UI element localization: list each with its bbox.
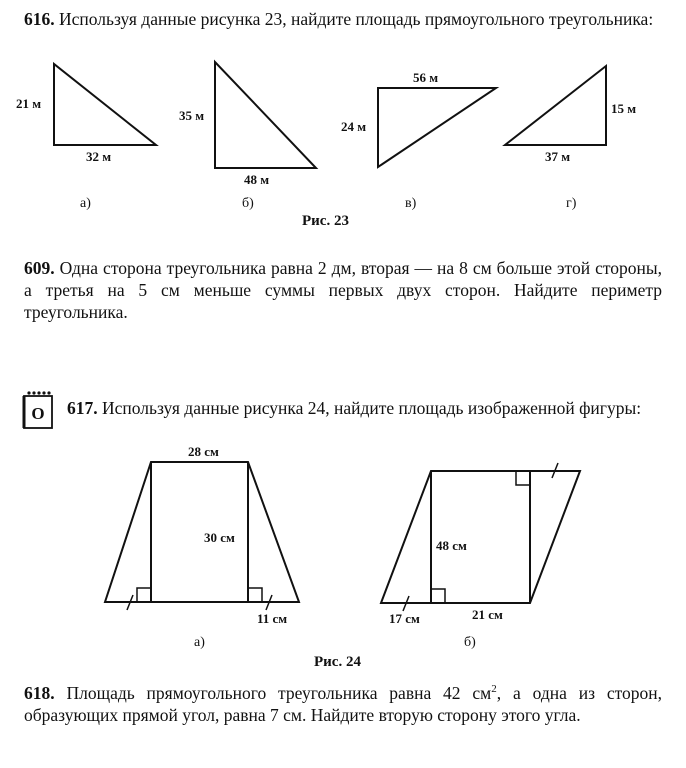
label-24b-height: 48 см [436, 538, 467, 553]
triangle-b [215, 62, 316, 168]
label-v-vertical: 24 м [341, 119, 367, 134]
trapezoid-a [105, 462, 299, 610]
subfig-label-24b: б) [464, 635, 476, 650]
label-24b-right: 21 см [472, 607, 503, 622]
problem-text-before: Площадь прямоугольного треугольника равна 42 см [66, 682, 492, 703]
triangle-g [505, 66, 606, 145]
figure-23-caption: Рис. 23 [302, 213, 349, 229]
subfig-label-b: б) [242, 196, 254, 211]
label-b-horizontal: 48 м [244, 172, 270, 187]
problem-617 [67, 397, 662, 419]
problem-number: 617. [67, 398, 98, 418]
triangle-a [54, 64, 156, 145]
problem-text: Используя данные рисунка 24, найдите площадь изображенной фигуры: [102, 398, 642, 418]
label-24a-overhang: 11 см [257, 611, 288, 626]
subfig-label-24a: а) [194, 635, 205, 650]
label-24b-left: 17 см [389, 611, 420, 626]
subfig-label-g: г) [566, 196, 577, 211]
problem-609 [24, 257, 662, 323]
subfig-label-v: в) [405, 196, 417, 211]
label-g-horizontal: 37 м [545, 149, 571, 164]
superscript: 2 [491, 683, 497, 695]
problem-number: 609. [24, 258, 55, 278]
problem-618 [24, 678, 662, 726]
parallelogram-b [381, 463, 580, 611]
problem-text: Одна сторона треугольника равна 2 дм, вторая — на 8 см больше этой стороны, а третья на 5 см меньше суммы первых двух сторон. Найдите периметр треугольника. [24, 258, 663, 322]
label-b-vertical: 35 м [179, 108, 205, 123]
subfig-label-a: а) [80, 196, 91, 211]
problem-text: Используя данные рисунка 23, найдите площадь прямоугольного треугольника: [59, 9, 654, 29]
label-24a-top: 28 см [188, 444, 219, 459]
triangle-v [378, 88, 496, 167]
badge-letter: О [31, 404, 45, 423]
label-24a-height: 30 см [204, 530, 235, 545]
problem-text-after: , а одна из сторон, образующих прямой угол, равна 7 см. Найдите вторую сторону этого угла. [24, 682, 662, 725]
problem-number: 618. [24, 682, 55, 703]
label-v-horizontal: 56 м [413, 70, 439, 85]
problem-number: 616. [24, 9, 55, 29]
label-a-horizontal: 32 м [86, 149, 112, 164]
label-g-vertical: 15 м [611, 101, 637, 116]
figure-24-caption: Рис. 24 [314, 654, 361, 670]
label-a-vertical: 21 м [16, 96, 42, 111]
notebook-badge-icon [24, 391, 52, 428]
